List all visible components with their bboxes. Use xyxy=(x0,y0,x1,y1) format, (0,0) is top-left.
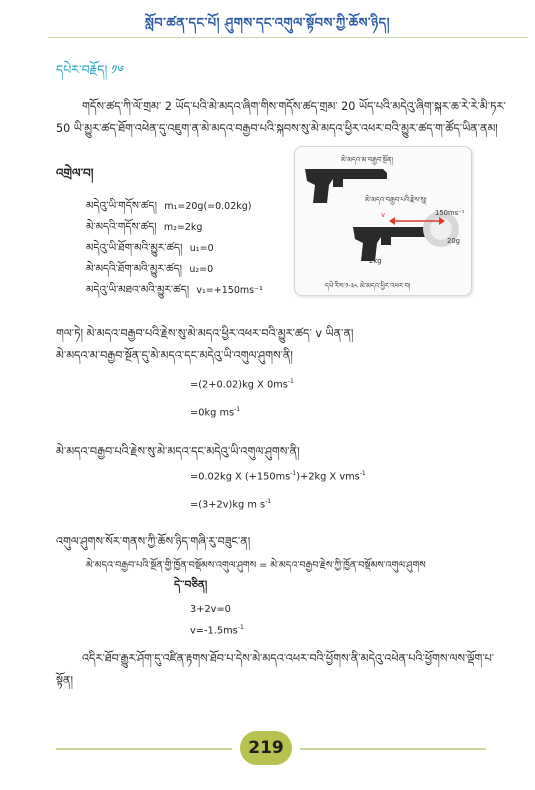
given-row-bullet-final-speed xyxy=(86,280,306,301)
eq-exponent: -1 xyxy=(237,624,244,631)
eq-text: =0.02kg X (+150ms xyxy=(190,471,291,483)
recoil-figure xyxy=(294,146,472,296)
figure-label-after: མེ་མདའ་བརྒྱབ་པའི་རྗེས་སུ། xyxy=(365,196,427,204)
eq-text: 3+2v=0 xyxy=(190,604,231,615)
given-label: མདེའུ་ཡི་ཐོག་མའི་མྱུར་ཚད། xyxy=(86,242,183,254)
eq-exponent: -1 xyxy=(287,378,294,385)
figure-label-before: མེ་མདའ་མ་བརྒྱབ་སྔོན། xyxy=(341,156,394,164)
eq-after-2 xyxy=(190,498,271,510)
eq-after-1 xyxy=(190,470,366,482)
therefore-label: དེ་་བཅིན། xyxy=(174,579,208,591)
eq-solve-2 xyxy=(190,624,244,636)
given-row-bullet-mass xyxy=(86,196,306,217)
before-momentum-line: མེ་མདའ་མ་བརྒྱབ་སྔོན་དུ་མེ་མདའ་དང་མདེའུ་ཡི་འགུལ་ཤུགས་ནི། xyxy=(56,349,293,362)
chapter-header: སློབ་ཚན་དང་པོ། ཤུགས་དང་འགུལ་སྟོབས་ཀྱི་ཆོས་ཉིད། xyxy=(145,16,390,31)
given-row-gun-mass xyxy=(86,217,306,238)
footer-divider-left xyxy=(56,748,232,750)
eq-before-2 xyxy=(190,406,240,418)
bullet-speed-label: 150ms⁻¹ xyxy=(435,209,465,217)
given-label: མེ་མདའི་གདོས་ཚད། xyxy=(86,221,157,233)
conservation-line: འགུལ་ཤུགས་སོར་གནས་ཀྱི་ཆོས་ཉིད་གཞི་རུ་བཟུང་ན། xyxy=(56,535,251,548)
eq-exponent: -1 xyxy=(359,470,366,477)
conservation-law: མེ་མདའ་བརྒྱབ་པའི་སྔོན་གྱི་ཁྱོན་བསྡོམས་འགུལ་ཤུགས = མེ་མདའ་བརྒྱབ་རྗེས་ཀྱི་ཁྱོན་བསྡོམས་འགུལ་ཤུགས xyxy=(86,560,426,571)
given-value: m₂=2kg xyxy=(163,222,203,233)
bullet-mass-label: 20g xyxy=(447,237,460,245)
given-value: m₁=20g(=0.02kg) xyxy=(164,201,252,212)
given-label: མདེའུ་ཡི་མཐའ་མའི་མྱུར་ཚད། xyxy=(86,284,190,296)
given-row-bullet-initial-speed xyxy=(86,238,306,259)
eq-exponent: -1 xyxy=(290,470,297,477)
solution-label: འགྲེལ་བ། xyxy=(56,166,94,180)
gun-velocity-label: v xyxy=(381,211,386,219)
eq-text: =(3+2v)kg m s xyxy=(190,499,266,511)
given-value: u₂=0 xyxy=(189,264,214,275)
eq-exponent: -1 xyxy=(265,498,272,505)
eq-text: =(2+0.02)kg X 0ms xyxy=(190,379,288,391)
example-heading: དཔེར་བརྗོད། ༡༦ xyxy=(56,62,124,77)
eq-before-1 xyxy=(190,378,294,390)
conclusion-text: འདིར་ཐོབ་རྒྱུར་ཤོག་དུ་འཛིན་རྟགས་ཐོབ་པ་དེས་མེ་མདའ་འཕར་བའི་ཕྱོགས་ནི་མདེའུ་འཕེན་པའི་ཕྱོགས་ལས་ལྡོག་པ་སྟོན། xyxy=(56,652,495,687)
given-label: མེ་མདའི་ཐོག་མའི་མྱུར་ཚད། xyxy=(86,263,182,275)
assumption-line: གལ་ཏེ། མེ་མདའ་བརྒྱབ་པའི་རྗེས་སུ་མེ་མདའ་ཕྱིར་འཕར་བའི་མྱུར་ཚད་ v ཡིན་ན། xyxy=(56,327,354,340)
eq-exponent: -1 xyxy=(234,406,241,413)
eq-text: =0kg ms xyxy=(190,407,235,419)
header-divider xyxy=(48,37,528,38)
eq-solve-1 xyxy=(190,604,231,615)
given-value: u₁=0 xyxy=(189,243,214,254)
gun-mass-label: 2kg xyxy=(369,257,382,265)
given-list xyxy=(86,196,306,301)
problem-statement: གདོས་ཚད་ཀི་ལོ་གྲམ་ 2 ཡོད་པའི་མེ་མདའ་ཞིག་གིས་གདོས་ཚད་གྲམ་ 20 ཡོད་པའི་མདེའུ་ཞིག་སྐར་ཆ་རེ་རེ་མི་ཏར་ 50 ཡི་མྱུར་ཚད་ཐོག་འཕེན་དུ་འཇུག་ན་མེ་མདའ་བརྒྱབ་པའི་སྐབས་སུ་མེ་མདའ་ཕྱིར་འཕར་བའི་མྱུར་ཚད་ག་ཚོད་ཡིན་ནམ། xyxy=(56,100,506,135)
given-label: མདེའུ་ཡི་གདོས་ཚད། xyxy=(86,200,157,212)
given-value: v₁=+150ms⁻¹ xyxy=(196,285,263,296)
figure-caption: དཔེ་རིས་༡-༣༨ མེ་མདའ་ཕྱིར་འཕར་བ། xyxy=(325,282,411,290)
eq-text: v=-1.5ms xyxy=(190,625,238,637)
eq-text: )+2kg X vms xyxy=(296,471,360,483)
given-row-gun-initial-speed xyxy=(86,259,306,280)
footer-divider-right xyxy=(300,748,486,750)
after-momentum-line: མེ་མདའ་བརྒྱབ་པའི་རྗེས་སུ་མེ་མདའ་དང་མདེའུ་ཡི་འགུལ་ཤུགས་ནི། xyxy=(56,445,300,458)
page-number: 219 xyxy=(240,731,292,765)
